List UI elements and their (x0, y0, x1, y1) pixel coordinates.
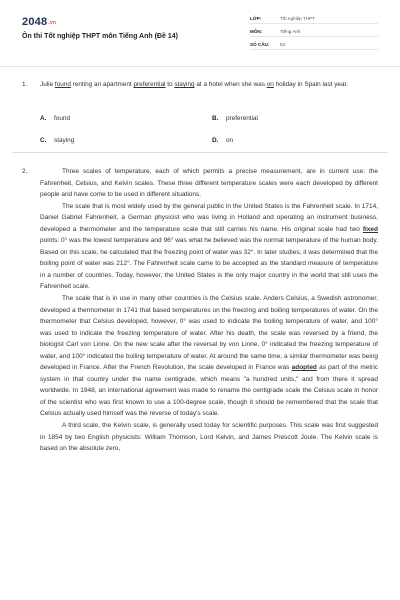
site-logo[interactable] (22, 16, 56, 28)
text-segment: The scale that is in use in many other countries is the Celsius scale. Anders Celsius, a Swedish astronomer, developed a thermometer in 1741 that based temperatures on the freezing and boiling temperatures of water. On the thermometer that Celsius developed, however, 0° was used to indicate the boiling temperature of water, and 100° was used to indicate the freezing temperature of water. After his death, the scale was reversed by a friend, the biologist Carl von Linne. On the new scale after the reversal by von Linne, 0° indicated the freezing temperature of water, and 100° indicated the boiling temperature of water. At around the same time, a similar thermometer was being developed in France. After the French Revolution, the scale developed in France was (40, 295, 378, 372)
underlined-word: staying (174, 81, 195, 88)
info-label: SỐ CÂU: (250, 41, 270, 47)
option-b[interactable] (212, 115, 258, 122)
page-header (0, 0, 400, 72)
underlined-word: on (266, 81, 274, 88)
text-segment: at a hotel when she was (194, 81, 267, 88)
option-letter: B. (212, 115, 219, 122)
text-segment: to (165, 81, 175, 88)
option-d[interactable] (212, 137, 233, 144)
question-1 (22, 80, 377, 90)
underlined-word: found (54, 81, 71, 88)
logo-main: 2048 (22, 16, 48, 28)
question-number: 2. (22, 168, 28, 175)
paragraph-1: Three scales of temperature, each of which permits a precise measurement, are in current use: the Fahrenheit, Celsius, and Kelvin scales. These three different temperature scales were each developed by different people and have come to be used in different situations. (40, 168, 378, 199)
info-row-count (250, 39, 378, 50)
option-letter: D. (212, 137, 219, 144)
logo-sub: .vn (48, 20, 57, 26)
option-letter: C. (40, 137, 47, 144)
info-value: Tốt nghiệp THPT (280, 15, 315, 21)
option-letter: A. (40, 115, 47, 122)
option-text: found (54, 115, 70, 122)
text-segment: as part of the metric system in that country under the name centigrade, which means "a hundred units," and from there it spread worldwide. In 1948, an international agreement was made to rename the centigrade scale the Celsius scale in honor of the scientist who was first known to use a 100-degree scale, though it should be remembered that the scale that Celsius actually used himself was the reverse of today's scale. (40, 364, 379, 418)
info-value: Tiếng Anh (280, 28, 301, 34)
exam-title: Ôn thi Tốt nghiệp THPT môn Tiếng Anh (Đề 14) (22, 33, 178, 40)
info-row-subject (250, 26, 378, 37)
header-divider (0, 66, 400, 67)
paragraph-4: A third scale, the Kelvin scale, is generally used today for scientific purposes. This scale was first suggested in 1854 by two English physicists: William Thomson, Lord Kelvin, and James Prescott Joule. The Kelvin scale is based on the absolute zero, (40, 422, 378, 453)
text-segment: holiday in Spain last year. (273, 81, 349, 88)
highlighted-word: fixed (362, 225, 378, 233)
question-number: 1. (22, 81, 28, 88)
text-segment: points: 0° was the lowest temperature and 96° was what he believed was the normal temperature of the human body. Based on this scale, he calculated that the freezing point of water was 32°. In later studies, it was determined that the boiling point of water was 212°. The Fahrenheit scale came to be accepted as the standard measure of temperature in a number of countries. Today, however, the United States is the only major country in the world that still uses the Fahrenheit scale. (40, 237, 378, 291)
paragraph-3 (40, 293, 378, 420)
question-divider (12, 152, 388, 153)
question-2 (22, 166, 378, 455)
option-text: on (226, 137, 234, 144)
info-row-class (250, 13, 378, 24)
text-segment: The scale that is most widely used by the general public in the United States is the Fahrenheit scale. In 1714, Daniel Gabriel Fahrenheit, a German physicist who was living in Holland and operating an instrument business, developed a thermometer and the temperature scale that still carries his name. His original scale had two (40, 202, 378, 233)
highlighted-word: adopted (291, 364, 317, 372)
text-segment: renting an apartment (70, 81, 134, 88)
paragraph-2 (40, 201, 378, 293)
exam-info (250, 13, 378, 52)
reading-passage (40, 166, 378, 455)
option-text: preferential (226, 115, 258, 122)
text-segment: Julie (40, 81, 55, 88)
option-c[interactable] (40, 137, 74, 144)
info-value: 53 (280, 41, 286, 47)
underlined-word: preferential (133, 81, 166, 88)
question-text (40, 80, 377, 90)
option-a[interactable] (40, 115, 70, 122)
info-label: MÔN: (250, 28, 263, 34)
info-label: LỚP: (250, 15, 262, 21)
option-text: staying (54, 137, 75, 144)
